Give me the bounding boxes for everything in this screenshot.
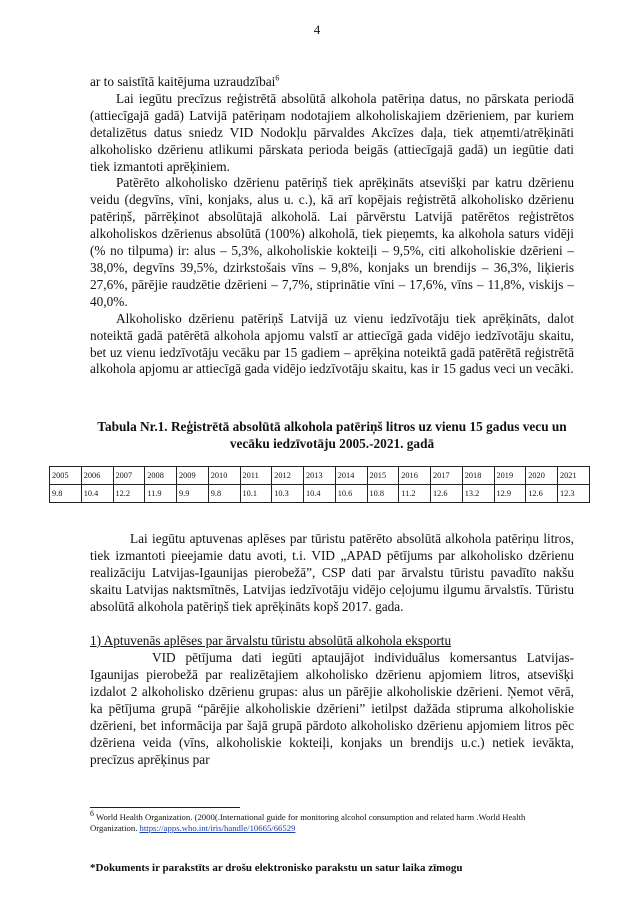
- paragraph-4: Lai iegūtu aptuvenas aplēses par tūristu patērēto absolūtā alkohola patēriņu litros, tiek izmantoti pieejamie datu avoti, t.i. VID „APAD pētījums par alkoholisko dzērienu realizāciju Latvijas-Igaunijas pierobežā”, CSP dati par ārvalstu tūristu pavadīto nakšu skaitu Latvijas naktsmītnēs, Latvijas iedzīvotāju vidējo ceļojumu ilgumu ārvalstīs. Tūristu absolūtā alkohola patēriņš tiek aprēķināts kopš 2017. gada.: [90, 531, 574, 614]
- table-cell-year: 2010: [208, 467, 240, 485]
- paragraph-continuation: [90, 74, 574, 91]
- table-cell-year: 2006: [81, 467, 113, 485]
- footnote-link[interactable]: https://apps.who.int/iris/handle/10665/66529: [139, 823, 296, 833]
- table-cell-year: 2012: [272, 467, 304, 485]
- table-cell-value: 9.8: [50, 485, 82, 503]
- table-cell-year: 2021: [558, 467, 590, 485]
- table-cell-value: 9.8: [208, 485, 240, 503]
- table-cell-year: 2011: [240, 467, 272, 485]
- table-cell-value: 10.4: [81, 485, 113, 503]
- table-cell-year: 2018: [462, 467, 494, 485]
- footnote-text: World Health Organization. (2000(.International guide for monitoring alcohol consumption and related harm .World Health Organization.: [90, 812, 526, 833]
- section-heading: 1) Aptuvenās aplēses par ārvalstu tūristu absolūtā alkohola eksportu: [90, 633, 452, 648]
- table-cell-year: 2014: [335, 467, 367, 485]
- paragraph-5: VID pētījuma dati iegūti aptaujājot individuālus komersantus Latvijas-Igaunijas pierobežā par realizētajiem alkoholisko dzērienu apjomiem litros, atsevišķi izdalot 2 alkoholisko dzērienu grupas: alus un pārējie alkoholiskie dzērieni. Ņemot vērā, ka pētījuma grupā “pārējie alkoholiskie dzērieni” ietilpst dažāda stipruma alkoholiskie dzērieni, bet informācija par šajā grupā pārdoto alkoholisko dzērienu apjomiem litros pēc dzēriena veida (vīns, alkoholiskie kokteiļi, konjaks un brendijs u.c.) netiek ievākta, precīzus aprēķinus par: [90, 650, 574, 767]
- table-cell-value: 12.9: [494, 485, 526, 503]
- page-number: 4: [313, 22, 321, 37]
- paragraph-3: Alkoholisko dzērienu patēriņš Latvijā uz vienu iedzīvotāju tiek aprēķināts, dalot noteiktā gadā patērētā alkohola apjomu valstī ar attiecīgā gada vidējo iedzīvotāju skaitu, bet uz vienu iedzīvotāju vecāku par 15 gadiem – aprēķina noteiktā gadā patērētā reģistrētā alkohola apjomu ar attiecīgā gada vidējo iedzīvotāju skaitu, kas ir 15 gadus veci un vecāki.: [90, 310, 574, 377]
- table-cell-value: 10.8: [367, 485, 399, 503]
- table-cell-value: 11.2: [399, 485, 431, 503]
- table-cell-value: 9.9: [177, 485, 209, 503]
- table-cell-year: 2020: [526, 467, 558, 485]
- table-cell-value: 12.6: [431, 485, 463, 503]
- table-cell-year: 2015: [367, 467, 399, 485]
- paragraph-text: ar to saistītā kaitējuma uzraudzībai: [90, 74, 276, 89]
- table-cell-year: 2017: [431, 467, 463, 485]
- table-cell-value: 10.6: [335, 485, 367, 503]
- table-cell-value: 10.3: [272, 485, 304, 503]
- table-cell-value: 10.1: [240, 485, 272, 503]
- body-text-top: [90, 74, 574, 378]
- consumption-table: [49, 466, 590, 503]
- table-cell-year: 2008: [145, 467, 177, 485]
- footnote: [90, 809, 574, 834]
- table-cell-year: 2005: [50, 467, 82, 485]
- table-cell-value: 13.2: [462, 485, 494, 503]
- table-row-values: [50, 485, 590, 503]
- signature-note: *Dokuments ir parakstīts ar drošu elektronisko parakstu un satur laika zīmogu: [90, 862, 463, 874]
- table-row-years: [50, 467, 590, 485]
- table-cell-year: 2013: [304, 467, 336, 485]
- paragraph-1: Lai iegūtu precīzus reģistrētā absolūtā alkohola patēriņa datus, no pārskata periodā (attiecīgajā gadā) Latvijā patēriņam nodotajiem alkoholiskajiem dzērieniem, par kuriem detalizētus datus sniedz VID Nodokļu pārvaldes Akcīzes daļa, tiek atņemti/atrēķināti alkoholisko dzērienu atlikumi pārskata perioda beigās (attiecīgajā gadā) un iegūtie dati tiek izmantoti aprēķiniem.: [90, 90, 574, 174]
- table-cell-year: 2009: [177, 467, 209, 485]
- table-cell-year: 2019: [494, 467, 526, 485]
- footnote-ref[interactable]: 6: [275, 73, 280, 83]
- paragraph-2: Patērēto alkoholisko dzērienu patēriņš tiek aprēķināts atsevišķi par katru dzērienu veidu (degvīns, vīni, konjaks, alus u. c.), kā arī kopējais reģistrētā alkoholisko dzērienu patēriņš, pārrēķinot absolūtajā alkoholā. Lai pārvērstu Latvijā patērētos reģistrētos alkoholiskos dzērienus absolūtā (100%) alkoholā, tiek pieņemts, ka alkohola saturs vidēji (% no tilpuma) ir: alus – 5,3%, alkoholiskie kokteiļi – 9,5%, citi alkoholiskie dzērieni – 38,0%, degvīns 39,5%, dzirkstošais vīns – 9,8%, konjaks un brendijs – 36,3%, liķieris 27,6%, pārējie raudzētie dzērieni – 7,7%, stiprinātie vīni – 17,6%, vīns – 11,8%, viskijs – 40,0%.: [90, 175, 574, 309]
- footnote-number: 6: [90, 809, 94, 819]
- footnote-divider: [90, 807, 240, 808]
- table-cell-year: 2016: [399, 467, 431, 485]
- table-cell-value: 11.9: [145, 485, 177, 503]
- table-cell-value: 12.6: [526, 485, 558, 503]
- table-cell-value: 12.2: [113, 485, 145, 503]
- table-cell-value: 10.4: [304, 485, 336, 503]
- body-text-bottom: [90, 530, 574, 768]
- table-cell-value: 12.3: [558, 485, 590, 503]
- table-cell-year: 2007: [113, 467, 145, 485]
- table-caption: Tabula Nr.1. Reģistrētā absolūtā alkohola patēriņš litros uz vienu 15 gadus vecu un vecāku iedzīvotāju 2005.-2021. gadā: [97, 419, 567, 451]
